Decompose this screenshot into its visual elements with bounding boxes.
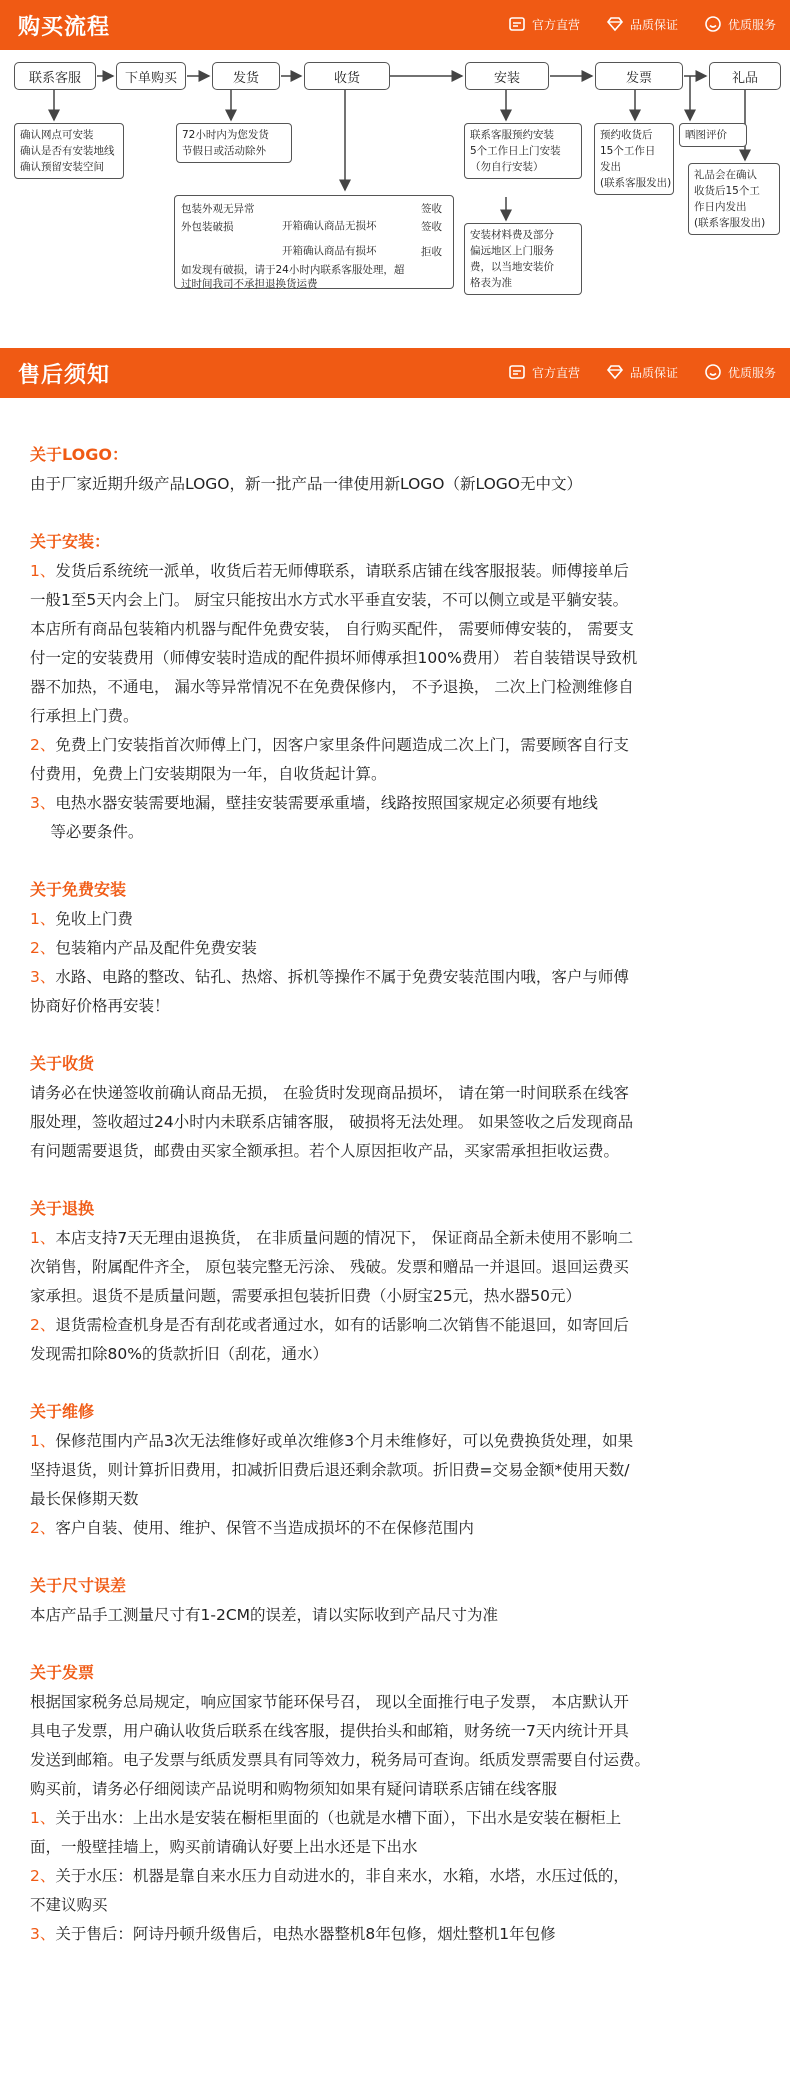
receive-open-bad-label: 开箱确认商品有损坏 (282, 245, 377, 257)
after-sales-content (30, 440, 770, 1977)
step-contact-service: 联系客服 (14, 62, 96, 90)
section-line: 请务必在快递签收前确认商品无损， 在验货时发现商品损坏， 请在第一时间联系在线客 (30, 1084, 629, 1102)
section-line: 面，一般壁挂墙上，购买前请确认好要上出水还是下出水 (30, 1838, 418, 1856)
smile-icon (704, 363, 722, 381)
section-line: 一般1至5天内会上门。 厨宝只能按出水方式水平垂直安装，不可以侧立或是平躺安装。 (30, 591, 629, 609)
shop-icon (508, 15, 526, 33)
section-title: 关于发票 (30, 1663, 95, 1682)
after-sales-banner (0, 348, 790, 398)
banner-title: 购买流程 (18, 15, 111, 40)
policy-section (30, 440, 770, 499)
step-place-order: 下单购买 (116, 62, 186, 90)
note-ship: 72小时内为您发货 节假日或活动除外 (176, 123, 292, 163)
section-line: 发现需扣除80%的货款折旧（刮花，通水） (30, 1345, 328, 1363)
section-line: 3、水路、电路的整改、钻孔、热熔、拆机等操作不属于免费安装范围内哦，客户与师傅 (30, 968, 629, 986)
section-line: 有问题需要退货，邮费由买家全额承担。若个人原因拒收产品，买家需承担拒收运费。 (30, 1142, 620, 1160)
policy-section (30, 875, 770, 1021)
smile-icon (704, 15, 722, 33)
section-title: 关于维修 (30, 1402, 95, 1421)
step-gift: 礼品 (709, 62, 781, 90)
section-line: 本店所有商品包装箱内机器与配件免费安装， 自行购买配件， 需要师傅安装的， 需要支 (30, 620, 634, 638)
note-invoice: 预约收货后 15个工作日 发出 (联系客服发出) (594, 123, 674, 195)
section-line: 3、电热水器安装需要地漏，壁挂安装需要承重墙，线路按照国家规定必须要有地线 (30, 794, 598, 812)
step-ship: 发货 (212, 62, 280, 90)
section-line: 等必要条件。 (30, 823, 144, 841)
receive-sign-label: 签收 (421, 203, 442, 215)
section-line: 不建议购买 (30, 1896, 108, 1914)
badge-group (508, 15, 776, 33)
badge-label: 官方直营 (531, 17, 580, 32)
note-gift: 礼品会在确认 收货后15个工 作日内发出 (联系客服发出) (688, 163, 780, 235)
section-line: 具电子发票，用户确认收货后联系在线客服，提供抬头和邮箱，财务统一7天内统计开具 (30, 1722, 629, 1740)
section-line: 根据国家税务总局规定，响应国家节能环保号召， 现以全面推行电子发票， 本店默认开 (30, 1693, 629, 1711)
section-line: 付费用，免费上门安装期限为一年，自收货起计算。 (30, 765, 387, 783)
policy-section (30, 1658, 770, 1949)
badge-official (508, 363, 580, 381)
receive-tip-line: 如发现有破损，请于24小时内联系客服处理，超 (181, 264, 405, 276)
receive-tip-line: 过时间我司不承担退换货运费 (181, 278, 318, 290)
badge-label: 品质保证 (629, 17, 678, 32)
note-install-appointment: 联系客服预约安装 5个工作日上门安装 （勿自行安装） (464, 123, 582, 179)
receive-sign-label: 签收 (421, 221, 442, 233)
section-title: 关于安装： (30, 532, 111, 551)
section-line: 协商好价格再安装！ (30, 997, 170, 1015)
badge-quality (606, 363, 678, 381)
policy-section (30, 1397, 770, 1543)
step-invoice: 发票 (595, 62, 683, 90)
badge-service (704, 15, 776, 33)
purchase-flowchart (0, 50, 790, 348)
section-title: 关于退换 (30, 1199, 95, 1218)
policy-section (30, 1194, 770, 1369)
note-contact: 确认网点可安装 确认是否有安装地线 确认预留安装空间 (14, 123, 124, 179)
badge-quality (606, 15, 678, 33)
badge-label: 品质保证 (629, 365, 678, 380)
badge-group (508, 363, 776, 381)
section-line: 2、包装箱内产品及配件免费安装 (30, 939, 257, 957)
step-receive: 收货 (304, 62, 390, 90)
receive-open-ok-label: 开箱确认商品无损坏 (282, 220, 377, 232)
section-line: 3、关于售后：阿诗丹顿升级售后，电热水器整机8年包修，烟灶整机1年包修 (30, 1925, 556, 1943)
section-title: 关于收货 (30, 1054, 95, 1073)
section-line: 发送到邮箱。电子发票与纸质发票具有同等效力，税务局可查询。纸质发票需要自付运费。 (30, 1751, 651, 1769)
section-line: 由于厂家近期升级产品LOGO，新一批产品一律使用新LOGO（新LOGO无中文） (30, 475, 582, 493)
policy-section (30, 1571, 770, 1630)
section-line: 2、关于水压：机器是靠自来水压力自动进水的，非自来水，水箱，水塔，水压过低的， (30, 1867, 629, 1885)
section-title: 关于免费安装 (30, 880, 127, 899)
section-title: 关于尺寸误差 (30, 1576, 127, 1595)
section-line: 1、免收上门费 (30, 910, 133, 928)
step-install: 安装 (465, 62, 549, 90)
section-line: 1、关于出水：上出水是安装在橱柜里面的（也就是水槽下面），下出水是安装在橱柜上 (30, 1809, 622, 1827)
section-line: 2、客户自装、使用、维护、保管不当造成损坏的不在保修范围内 (30, 1519, 474, 1537)
section-line: 购买前，请务必仔细阅读产品说明和购物须知如果有疑问请联系店铺在线客服 (30, 1780, 558, 1798)
section-line: 服处理，签收超过24小时内未联系店铺客服， 破损将无法处理。 如果签收之后发现商品 (30, 1113, 634, 1131)
badge-label: 优质服务 (727, 17, 776, 32)
section-line: 1、保修范围内产品3次无法维修好或单次维修3个月未维修好，可以免费换货处理，如果 (30, 1432, 634, 1450)
diamond-icon (606, 363, 624, 381)
section-line: 本店产品手工测量尺寸有1-2CM的误差，请以实际收到产品尺寸为准 (30, 1606, 499, 1624)
receive-reject-label: 拒收 (421, 246, 442, 258)
section-line: 次销售，附属配件齐全， 原包装完整无污涂、 残破。发票和赠品一并退回。退回运费买 (30, 1258, 629, 1276)
badge-official (508, 15, 580, 33)
note-review: 晒图评价 (679, 123, 747, 147)
diamond-icon (606, 15, 624, 33)
section-line: 行承担上门费。 (30, 707, 139, 725)
section-line: 2、退货需检查机身是否有刮花或者通过水，如有的话影响二次销售不能退回，如寄回后 (30, 1316, 629, 1334)
badge-service (704, 363, 776, 381)
note-install-fees: 安装材料费及部分 偏远地区上门服务 费，以当地安装价 格表为准 (464, 223, 582, 295)
section-line: 器不加热，不通电， 漏水等异常情况不在免费保修内， 不予退换， 二次上门检测维修自 (30, 678, 634, 696)
purchase-process-banner (0, 0, 790, 50)
section-line: 最长保修期天数 (30, 1490, 139, 1508)
receive-damaged-label: 外包装破损 (181, 221, 234, 233)
shop-icon (508, 363, 526, 381)
policy-section (30, 527, 770, 847)
section-line: 家承担。退货不是质量问题，需要承担包装折旧费（小厨宝25元，热水器50元） (30, 1287, 581, 1305)
badge-label: 官方直营 (531, 365, 580, 380)
section-title: 关于LOGO： (30, 445, 128, 464)
receive-intact-label: 包装外观无异常 (181, 203, 255, 215)
banner-title: 售后须知 (18, 363, 111, 388)
policy-section (30, 1049, 770, 1166)
section-line: 2、免费上门安装指首次师傅上门，因客户家里条件问题造成二次上门，需要顾客自行支 (30, 736, 629, 754)
section-line: 1、发货后系统统一派单，收货后若无师傅联系，请联系店铺在线客服报装。师傅接单后 (30, 562, 629, 580)
section-line: 1、本店支持7天无理由退换货， 在非质量问题的情况下， 保证商品全新未使用不影响二 (30, 1229, 634, 1247)
section-line: 坚持退货，则计算折旧费用，扣减折旧费后退还剩余款项。折旧费=交易金额*使用天数/ (30, 1461, 630, 1479)
section-line: 付一定的安装费用（师傅安装时造成的配件损坏师傅承担100%费用） 若自装错误导致机 (30, 649, 638, 667)
badge-label: 优质服务 (727, 365, 776, 380)
